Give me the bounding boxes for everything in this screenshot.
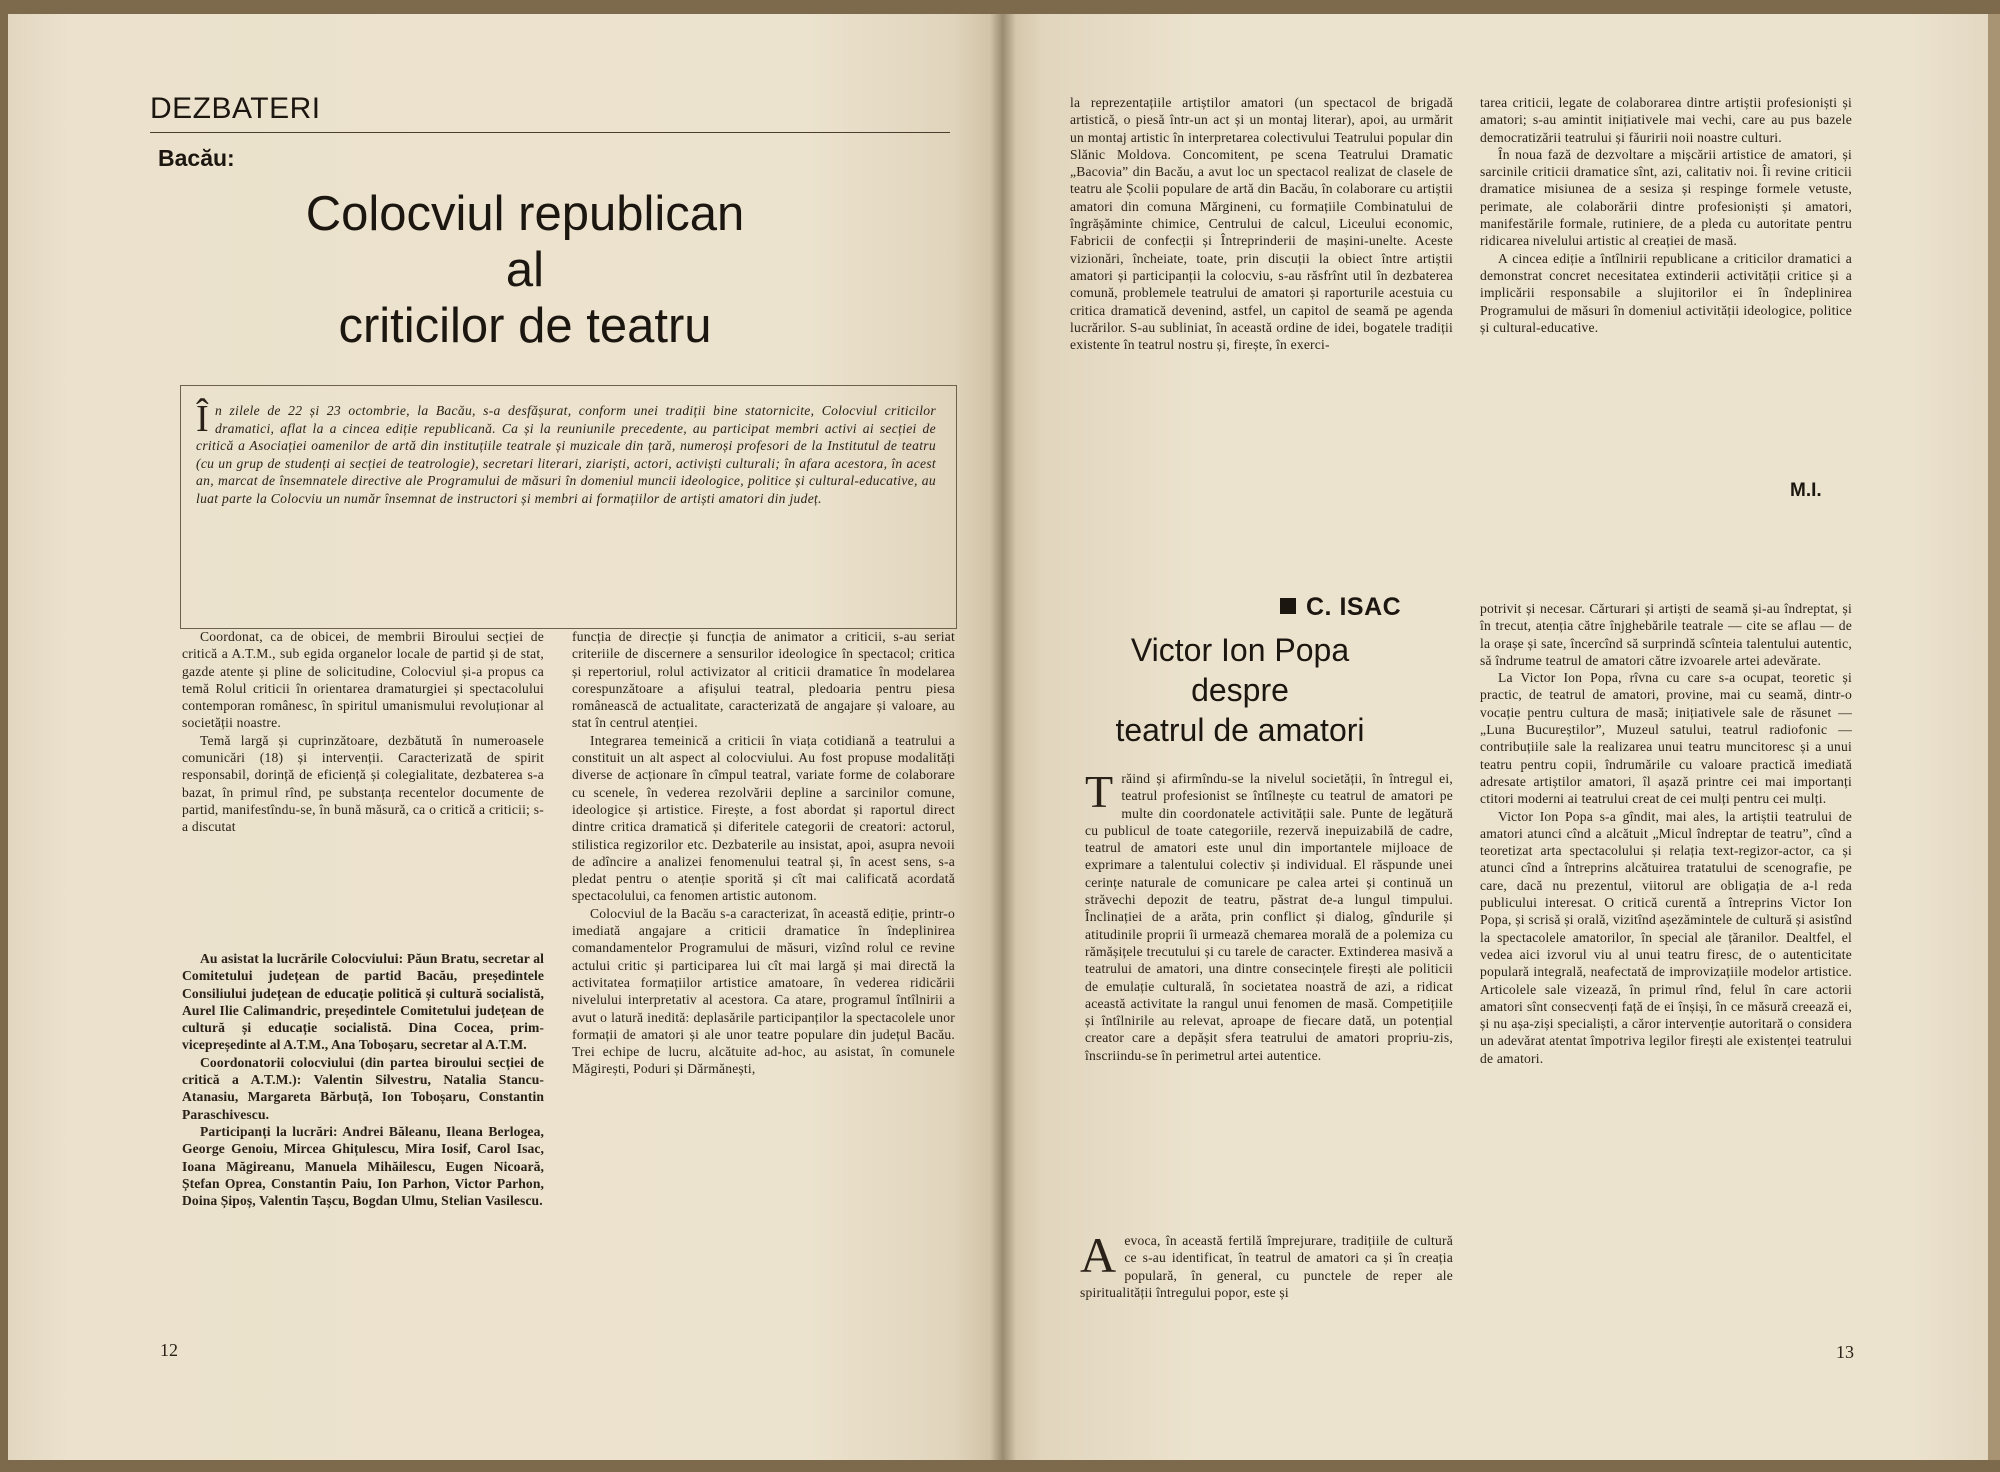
title-line: Victor Ion Popa: [1130, 632, 1350, 668]
title-line: teatrul de amatori: [1115, 712, 1365, 748]
page-number-left: 12: [160, 1340, 178, 1360]
lead-text: n zilele de 22 și 23 octombrie, la Bacău, s-a desfășurat, conform unei tradiții bine statornicite, Colocviul criticilor dramatici, aflat la a cincea ediție republicană. Ca și la reuniunile precedente, au participat membri activi ai secției de critică a Asociației oamenilor de artă din instituțiile teatrale și muzicale din țară, numeroși profesori de la Institutul de teatru (cu un grup de studenți ai secției de teatrologie), secretari literari, ziariști, actori, activiști culturali; în afara acestora, în acest an, marcat de însemnatele directive ale Programului de măsuri în domeniul muncii ideologice, politice și cultural-educative, au luat parte la Colocviu un număr însemnat de instructori și membri ai formațiilor de artiști amatori din județ.: [196, 403, 936, 506]
right-column-2-top: [1480, 94, 1852, 336]
paragraph: La Victor Ion Popa, rîvna cu care s-a ocupat, teoretic și practic, de teatrul de amatori, provine, mai cu seamă, dintr-o vocație pentru cultura de masă; inițiativele sale de răsunet — „Luna Bucureștilor”, Muzeul satului, teatrul radiofonic — contribuțiile sale la realizarea unui teatru muncitoresc și a unui teatru pentru copii, îndrumările cu valoare practică imediată adresate artiștilor amatori, îl așază printre cei mai importanți ctitori moderni ai teatrului creat de cei mulți pentru cei mulți.: [1480, 670, 1852, 807]
paragraph: Coordonatorii colocviului (din partea biroului secției de critică a A.T.M.): Valentin Silvestru, Natalia Stancu-Atanasiu, Margareta Bărbuță, Ion Toboșaru, Constantin Paraschivescu.: [182, 1054, 544, 1122]
left-column-2: [572, 628, 955, 1078]
binding-gutter: [990, 14, 1016, 1460]
paragraph: Colocviul de la Bacău s-a caracterizat, în această ediție, printr-o imediată angajare a criticii dramatice în îndeplinirea comandamentelor Programului de măsuri, vizînd rolul ce revine actului critic și participarea lui cît mai largă și mai directă la activitatea formațiilor artistice amatoare, în vederea ridicării nivelului interpretativ al acestora. Ca atare, programul întîlnirii a avut o latură inedită: deplasările participanților la spectacolele unor formații de amatori și ale unor teatre populare din județul Bacău. Trei echipe de lucru, alcătuite ad-hoc, au asistat, în comunele Măgirești, Poduri și Dărmănești,: [572, 905, 955, 1077]
article-title-right: [1075, 630, 1405, 750]
paragraph: Au asistat la lucrările Colocviului: Păun Bratu, secretar al Comitetului județean de partid Bacău, președintele Consiliului județean de educație politică și cultură socialistă, Aurel Ilie Calimandric, președintele Comitetului județean de cultură și educație socialistă. Dina Cocea, prim-vicepreședinte al A.T.M., Ana Toboșaru, secretar al A.T.M.: [182, 951, 544, 1053]
paragraph: A cincea ediție a întîlnirii republicane a criticilor dramatici a demonstrat concret necesitatea extinderii activității critice și a implicării responsabile a slujitorilor ei în îndeplinirea Programului de măsuri în domeniul activității ideologice, politice și cultural-educative.: [1480, 250, 1852, 335]
paragraph: funcția de direcție și funcția de animator a criticii, s-au seriat criteriile de discernere a sensurilor ideologice în spectacol; critica și repertoriul, rolul activizator al criticii dramatice în modelarea corespunzătoare a afișului teatral, pledoaria pentru piesa românească de actualitate, caracterizată de angajare și valoare, au stat în centrul atenției.: [572, 629, 955, 731]
paragraph: Integrarea temeinică a criticii în viața cotidiană a teatrului a constituit un alt aspect al colocviului. Au fost propuse modalități diverse de acționare în cîmpul teatral, variate forme de colaborare cu scenele, în vederea rezolvării depline a sarcinilor comune, ideologice și artistice. Firește, a fost abordat și raportul direct dintre critica dramatică și diferitele categorii de creatori: actorul, stilistica regizorilor etc. Dezbaterile au insistat, apoi, asupra nevoii de adîncire a analizei fenomenului teatral și, în acest sens, s-a pledat pentru o atenție sporită și cît mai calificată acordată spectacolului, ca fenomen artistic autonom.: [572, 732, 955, 904]
paragraph: Coordonat, ca de obicei, de membrii Biroului secției de critică a A.T.M., sub egida organelor locale de partid și de stat, gazde atente și pline de solicitudine, Colocviul și-a propus ca temă Rolul criticii în orientarea dramaturgiei și spectacolului contemporan românesc, în spiritul umanismului revoluționar al societății noastre.: [182, 629, 544, 731]
author-name: C. ISAC: [1306, 593, 1402, 621]
square-bullet-icon: [1280, 598, 1296, 614]
paragraph: Victor Ion Popa s-a gîndit, mai ales, la artiștii teatrului de amatori atunci cînd a alcătuit „Micul îndreptar de teatru”, cînd a teoretizat arta spectacolului și relația text-regizor-actor, ca și atunci cînd a întreprins alcătuirea tratatului de scenografie, pe care, dacă nu prezentul, viitorul are obligația de a-l reda publicului interesat. O critică curentă a întreprins Victor Ion Popa, și scrisă și orală, vizitînd așezămintele de cultură și asistînd la spectacolele amatorilor, în special ale țăranilor. Dealtfel, el vedea aici izvorul viu al unui teatru firesc, de o autenticitate populară integrală, neafectată de improvizațiile modelor artistice. Articolele sale vizează, în primul rînd, felul în care actorii amatori sînt consecvenți față de ei înșiși, în ce măsură creează ei, și nu așa-ziși specialiști, a căror intervenție autoritară o considera un adevărat atentat împotriva legilor firești ale existenței teatrului de amatori.: [1480, 808, 1852, 1066]
intro-text: răind și afirmîndu-se la nivelul societății, în întregul ei, teatrul profesionist se întîlnește cu teatrul de amatori pe multe din coordonatele activității sale. Punte de legătură cu publicul de toate categoriile, rezervă inepuizabilă de cadre, teatrul de amatori este unul din importantele mijloace de exprimare a talentului colectiv și individual. El răspunde unei cerințe naturale de comunicare pe calea artei și continuă un străvechi depozit de teatru, păstrat de-a lungul timpului. Înclinației de a arăta, prin conflict și dialog, gîndurile și atitudinile proprii îi urmează chemarea morală de a polemiza cu rămășițele trecutului și cu tarele de caracter. Extinderea masivă a teatrului de amatori, una dintre consecințele firești ale politicii de emulație culturală, în societatea noastră de azi, a ridicat această activitate la rangul unui fenomen de masă. Competițiile și întîlnirile au relevat, aproape de fiecare dată, un potențial creator care a depășit sfera teatrului de amatori propriu-zis, înscriindu-se în perimetrul artei autentice.: [1085, 771, 1453, 1063]
paragraph-text: evoca, în această fertilă împrejurare, tradițiile de cultură ce s-au identificat, în teatrul de amatori ca și în creația populară, în general, cu punctele de reper ale spiritualității întregului popor, este și: [1080, 1233, 1453, 1300]
city-label: Bacău:: [158, 145, 235, 171]
participants-box: [182, 950, 544, 1209]
title-line: despre: [1191, 672, 1289, 708]
author-signature: M.I.: [1790, 480, 1822, 501]
drop-cap: T: [1085, 766, 1114, 817]
section-rule: [150, 132, 950, 133]
drop-cap: Î: [196, 398, 209, 440]
right-column-1-intro: [1085, 766, 1453, 1064]
paragraph: tarea criticii, legate de colaborarea dintre artiștii profesioniști și amatori; s-au amintit inițiativele mai vechi, care au pus bazele democratizării teatrului și făuririi noii noastre culturi.: [1480, 95, 1852, 145]
article-title: [240, 186, 810, 354]
paragraph: În noua fază de dezvoltare a mișcării artistice de amatori, și sarcinile criticii dramatice sînt, azi, calitativ noi. Îi revine criticii dramatice misiunea de a sesiza și respinge formele vetuste, perimate, ale colaborării dintre profesioniști și amatori, manifestările formale, rutiniere, de a pleda cu autoritate pentru ridicarea nivelului artistic al creației de masă.: [1480, 146, 1852, 249]
title-line: al: [505, 243, 545, 297]
intro-paragraph: [1085, 766, 1453, 1064]
author-byline: [1280, 593, 1401, 622]
paragraph: [1080, 1227, 1453, 1301]
page-edge: [1988, 14, 2000, 1460]
left-column-1: [182, 628, 544, 836]
paragraph: potrivit și necesar. Cărturari și artiști de seamă și-au îndreptat, și în trecut, atenția către înjghebările teatrale — cite se aflau — de la orașe și sate, încercînd să surprindă scînteia talentului autentic, să îndrume teatrul de amatori către izvoarele artei adevărate.: [1480, 601, 1852, 668]
page-number-right: 13: [1836, 1342, 1854, 1362]
section-label: DEZBATERI: [150, 92, 321, 125]
title-line: Colocviul republican: [305, 187, 745, 241]
right-column-1-top: [1070, 94, 1453, 353]
drop-cap: A: [1080, 1227, 1117, 1283]
paragraph: Temă largă și cuprinzătoare, dezbătută în numeroasele comunicări (18) și intervenții. Caracterizată de spirit responsabil, dorință de eficiență și colegialitate, dezbaterea s-a bazat, în primul rînd, pe substanța recentelor documente de partid, manifestîndu-se, în bună măsură, ca o critică a criticii; s-a discutat: [182, 732, 544, 835]
paragraph: la reprezentațiile artiștilor amatori (un spectacol de brigadă artistică, o piesă într-un act și un montaj literar), apoi, au urmărit un montaj artistic în interpretarea colectivului Teatrului popular din Slănic Moldova. Concomitent, pe scena Teatrului Dramatic „Bacovia” din Bacău, a avut loc un spectacol realizat de clasele de teatru ale Școlii populare de artă din Bacău, în colaborare cu artiștii amatori din comuna Mărgineni, cu formațiile Combinatului de îngrășăminte chimice, Centrului de calcul, Liceului economic, Fabricii de confecții și Întreprinderii de mașini-unelte. Aceste vizionări, încheiate, toate, prin discuții la obiect între artiștii amatori și participanții la colocviu, s-au răsfrînt util în dezbaterea comună, problemele teatrului de amatori și raporturile acestuia cu critica dramatică devenind, astfel, un capitol de seamă pe agenda lucrărilor. S-au subliniat, în această ordine de idei, bogatele tradiții existente în teatrul nostru și, firește, în exerci-: [1070, 95, 1453, 353]
lead-paragraph: [196, 398, 936, 507]
right-column-1-bottom: [1080, 1227, 1453, 1301]
title-line: criticilor de teatru: [338, 299, 712, 353]
right-column-2-bottom: [1480, 600, 1852, 1067]
paragraph: Participanți la lucrări: Andrei Băleanu, Ileana Berlogea, George Genoiu, Mircea Ghițulescu, Mira Iosif, Carol Isac, Ioana Măgireanu, Manuela Mihăilescu, Eugen Nicoară, Ștefan Oprea, Constantin Paiu, Ion Parhon, Victor Parhon, Doina Șipoș, Valentin Tașcu, Bogdan Ulmu, Stelian Vasilescu.: [182, 1123, 544, 1209]
